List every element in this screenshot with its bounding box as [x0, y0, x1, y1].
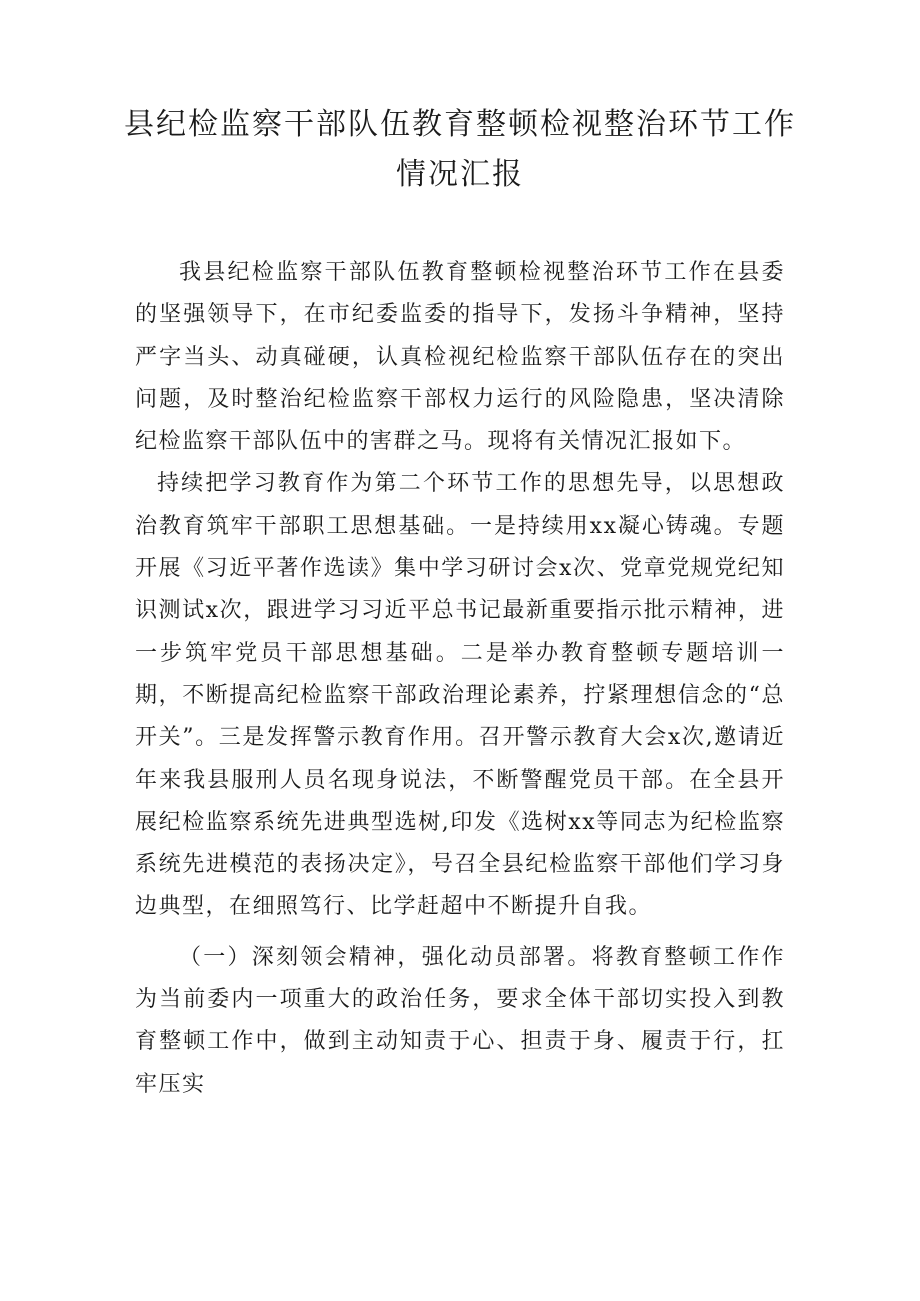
document-body: [135, 252, 785, 1106]
paragraph-study-education: 持续把学习教育作为第二个环节工作的思想先导，以思想政治教育筑牢干部职工思想基础。一是持续用xx凝心铸魂。专题开展《习近平著作选读》集中学习研讨会x次、党章党规党纪知识测试x次，跟进学习习近平总书记最新重要指示批示精神，进一步筑牢党员干部思想基础。二是举办教育整顿专题培训一期，不断提高纪检监察干部政治理论素养，拧紧理想信念的“总开关”。三是发挥警示教育作用。召开警示教育大会x次,邀请近年来我县服刑人员名现身说法，不断警醒党员干部。在全县开展纪检监察系统先进典型选树,印发《选树xx等同志为纪检监察系统先进模范的表扬决定》，号召全县纪检监察干部他们学习身边典型，在细照笃行、比学赶超中不断提升自我。: [135, 471, 785, 920]
paragraph-section-one: （一）深刻领会精神，强化动员部署。将教育整顿工作作为当前委内一项重大的政治任务，要求全体干部切实投入到教育整顿工作中，做到主动知责于心、担责于身、履责于行，扛牢压实: [135, 944, 785, 1097]
document-title: 县纪检监察干部队伍教育整顿检视整治环节工作情况汇报: [124, 107, 796, 192]
paragraph-intro: 我县纪检监察干部队伍教育整顿检视整治环节工作在县委的坚强领导下，在市纪委监委的指导下，发扬斗争精神，坚持严字当头、动真碰硬，认真检视纪检监察干部队伍存在的突出问题，及时整治纪检监察干部权力运行的风险隐患，坚决清除纪检监察干部队伍中的害群之马。现将有关情况汇报如下。: [135, 260, 785, 455]
